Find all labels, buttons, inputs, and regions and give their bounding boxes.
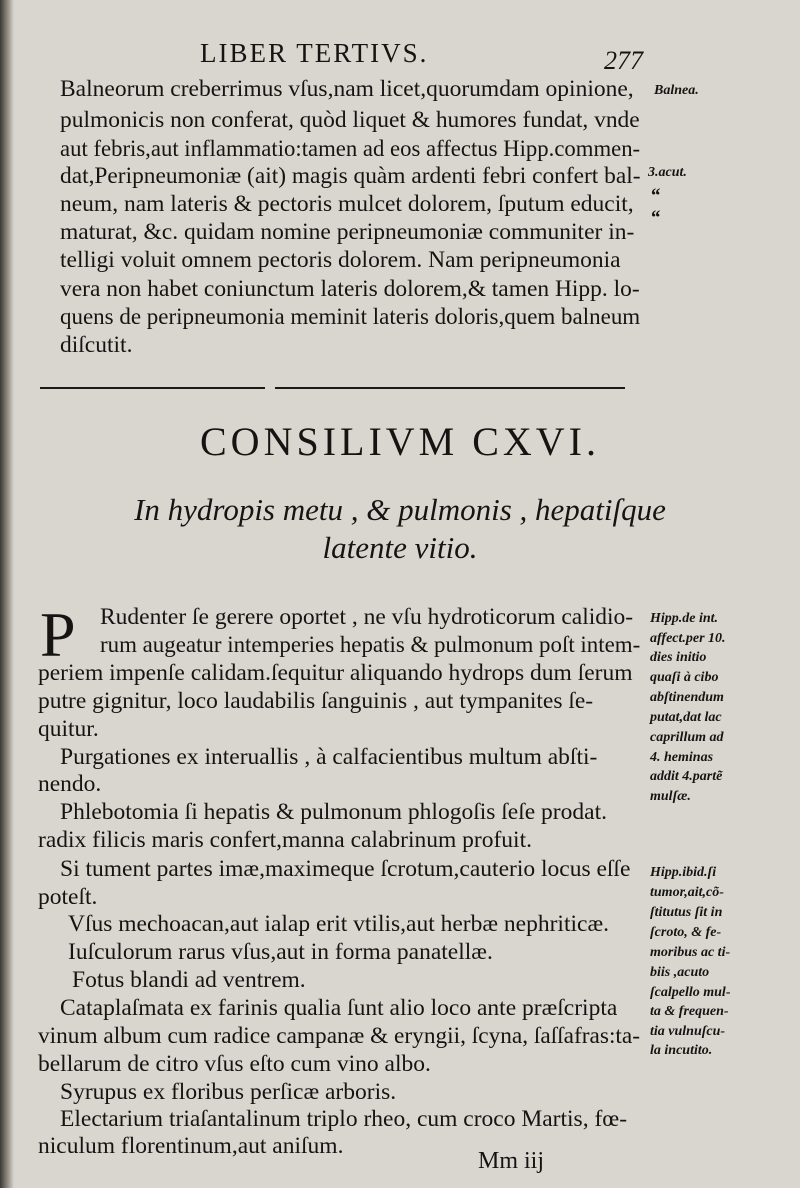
text-line: bellarum de citro vſus eſto cum vino albo. xyxy=(38,1051,431,1077)
margin-note: “ xyxy=(650,207,660,229)
drop-cap: P xyxy=(40,599,76,670)
text-line: Electarium triaſantalinum triplo rheo, cum croco Martis, fœ- xyxy=(60,1106,628,1132)
text-line: pulmonicis non conferat, quòd liquet & humores fundat, vnde xyxy=(60,107,640,133)
text-line: Iuſculorum rarus vſus,aut in forma panatellæ. xyxy=(68,939,493,965)
margin-note: ſcroto, & fe- xyxy=(650,925,722,940)
text-line: niculum florentinum,aut aniſum. xyxy=(38,1133,344,1159)
consilium-subtitle-cont: latente vitio. xyxy=(322,530,478,565)
text-line: Balneorum creberrimus vſus,nam licet,quorumdam opinione, xyxy=(60,76,634,102)
margin-note: 3.acut. xyxy=(648,165,687,180)
running-head: LIBER TERTIVS. xyxy=(200,38,429,68)
text-line: quitur. xyxy=(38,716,99,742)
binding-shadow xyxy=(0,0,14,1188)
margin-note: “ xyxy=(650,185,660,207)
margin-note: dies initio xyxy=(650,650,707,665)
text-line: radix filicis maris confert,manna calabrinum profuit. xyxy=(38,827,532,853)
margin-note: Hipp.de int. xyxy=(650,611,719,626)
text-line: periem impenſe calidam.ſequitur aliquando hydrops dum ſerum xyxy=(38,660,633,686)
consilium-subtitle: In hydropis metu , & pulmonis , hepatiſque xyxy=(134,492,666,527)
margin-note: addit 4.partẽ xyxy=(650,769,723,784)
margin-note: Balnea. xyxy=(654,83,699,98)
text-line: Phlebotomia ſi hepatis & pulmonum phlogoſis ſeſe prodat. xyxy=(60,799,607,825)
page-number: 277 xyxy=(604,46,643,75)
margin-note: tia vulnuſcu- xyxy=(650,1024,726,1039)
text-line: vinum album cum radice campanæ & eryngii, ſcyna, ſaſſafras:ta- xyxy=(38,1023,641,1049)
margin-note: abſtinendum xyxy=(650,690,724,705)
text-line: diſcutit. xyxy=(60,332,133,358)
margin-note: mulſæ. xyxy=(650,789,691,804)
text-line: telligi voluit omnem pectoris dolorem. Nam peripneumonia xyxy=(60,247,621,273)
margin-note: 4. heminas xyxy=(650,750,714,765)
text-line: nendo. xyxy=(38,771,102,797)
margin-note: Hipp.ibid.ſi xyxy=(650,865,717,880)
margin-note: moribus ac ti- xyxy=(650,945,731,960)
consilium-title: CONSILIVM CXVI. xyxy=(200,419,600,464)
margin-note: ta & frequen- xyxy=(650,1004,729,1019)
text-line: Cataplaſmata ex farinis qualia ſunt alio loco ante præſcripta xyxy=(60,995,618,1021)
text-line: quens de peripneumonia meminit lateris doloris,quem balneum xyxy=(60,304,641,330)
text-line: Syrupus ex floribus perſicæ arboris. xyxy=(60,1079,397,1105)
text-line: Rudenter ſe gerere oportet , ne vſu hydroticorum calidio- xyxy=(100,604,634,630)
margin-note: biis ,acuto xyxy=(650,965,710,980)
text-line: vera non habet coniunctum lateris dolorem,& tamen Hipp. lo- xyxy=(60,276,640,302)
text-line: poteſt. xyxy=(38,884,98,910)
margin-note: tumor,ait,cõ- xyxy=(650,885,724,900)
margin-note: putat,dat lac xyxy=(650,710,722,725)
text-line: putre gignitur, loco laudabilis ſanguinis , aut tympanites ſe- xyxy=(38,688,594,714)
divider-rule xyxy=(40,387,265,389)
margin-note: ſtitutus ſit in xyxy=(650,905,723,920)
margin-note: ſcalpello mul- xyxy=(650,985,731,1000)
signature-mark: Mm iij xyxy=(478,1148,545,1174)
text-line: rum augeatur intemperies hepatis & pulmonum poſt intem- xyxy=(100,632,641,658)
margin-note: affect.per 10. xyxy=(650,631,726,646)
margin-note: la incutito. xyxy=(650,1043,713,1058)
text-line: Si tument partes imæ,maximeque ſcrotum,cauterio locus eſſe xyxy=(60,856,631,882)
margin-note: quaſi à cibo xyxy=(650,670,719,685)
text-line: Fotus blandi ad ventrem. xyxy=(72,967,306,993)
text-line: Purgationes ex interuallis , à calfacientibus multum abſti- xyxy=(60,744,598,770)
margin-note: caprillum ad xyxy=(650,730,724,745)
text-line: aut febris,aut inflammatio:tamen ad eos affectus Hipp.commen- xyxy=(60,136,641,162)
text-line: Vſus mechoacan,aut ialap erit vtilis,aut herbæ nephriticæ. xyxy=(68,911,609,937)
divider-rule xyxy=(275,387,625,389)
text-line: dat,Peripneumoniæ (ait) magis quàm ardenti febri confert bal- xyxy=(60,163,641,189)
text-line: neum, nam lateris & pectoris mulcet dolorem, ſputum educit, xyxy=(60,191,634,217)
text-line: maturat, &c. quidam nomine peripneumoniæ communiter in- xyxy=(60,219,635,245)
